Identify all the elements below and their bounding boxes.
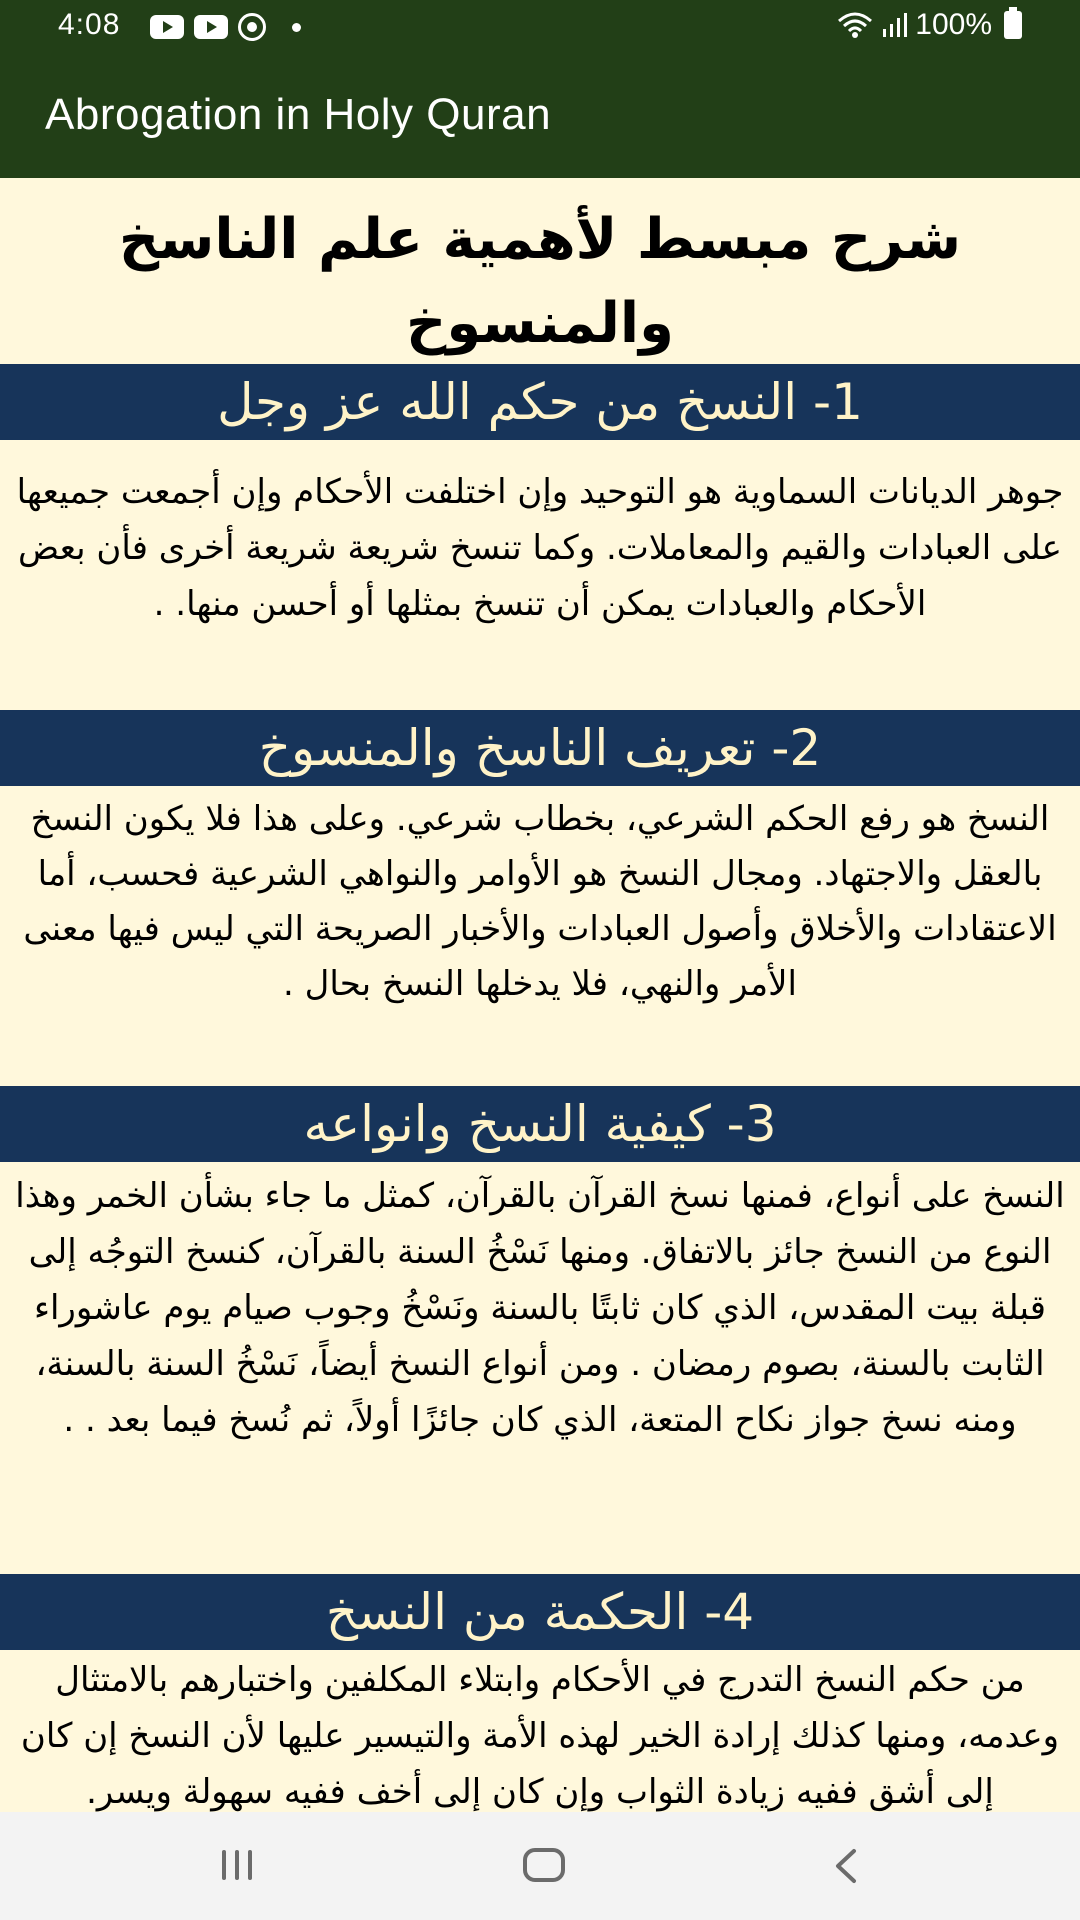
battery-percentage: 100% — [915, 8, 992, 41]
recents-icon-bar — [248, 1850, 252, 1880]
back-button[interactable] — [832, 1848, 862, 1888]
section-body-2: النسخ هو رفع الحكم الشرعي، بخطاب شرعي. وعلى هذا فلا يكون النسخ بالعقل والاجتهاد. ومجال النسخ هو الأوامر والنواهي الشرعية فحسب، أما الاعتقادات والأخلاق وأصول العبادات والأخبار الصريحة التي ليس فيها معنى الأمر والنهي، فلا يدخلها النسخ بحال . — [23, 799, 1057, 1004]
signal-icon — [881, 11, 907, 39]
wifi-icon — [837, 11, 873, 39]
home-button[interactable] — [523, 1848, 565, 1882]
section-heading-4: 4- الحكمة من النسخ — [0, 1574, 1080, 1650]
status-bar — [0, 0, 1080, 52]
youtube-icon — [194, 15, 228, 39]
camera-icon — [238, 13, 266, 41]
content-scroll-area[interactable] — [0, 178, 1080, 1812]
system-icons — [837, 8, 1022, 42]
recents-icon-bar — [222, 1850, 226, 1880]
notification-icons — [150, 13, 301, 41]
section-heading-2: 2- تعريف الناسخ والمنسوخ — [0, 710, 1080, 786]
section-heading-1: 1- النسخ من حكم الله عز وجل — [0, 364, 1080, 440]
navigation-bar — [0, 1812, 1080, 1920]
youtube-icon — [150, 15, 184, 39]
page-title: شرح مبسط لأهمية علم الناسخ والمنسوخ — [118, 207, 962, 356]
back-chevron-icon — [832, 1848, 862, 1884]
dot-icon — [292, 23, 301, 32]
section-body-1: جوهر الديانات السماوية هو التوحيد وإن اختلفت الأحكام وإن أجمعت جميعها على العبادات والقيم والمعاملات. وكما تنسخ شريعة شريعة أخرى فأن بعض الأحكام والعبادات يمكن أن تنسخ بمثلها أو أحسن منها. . — [16, 472, 1064, 624]
recents-button[interactable] — [222, 1850, 252, 1880]
section-heading-3: 3- كيفية النسخ وانواعه — [0, 1086, 1080, 1162]
recents-icon-bar — [235, 1850, 239, 1880]
app-title: Abrogation in Holy Quran — [45, 90, 552, 139]
status-time: 4:08 — [58, 8, 121, 41]
section-body-4: من حكم النسخ التدرج في الأحكام وابتلاء المكلفين واختبارهم بالامتثال وعدمه، ومنها كذلك إرادة الخير لهذه الأمة والتيسير عليها لأن النسخ إن كان إلى أشق ففيه زيادة الثواب وإن كان إلى أخف ففيه سهولة ويسر. — [20, 1660, 1060, 1812]
battery-icon — [1004, 11, 1022, 39]
app-bar — [0, 52, 1080, 178]
section-body-3: النسخ على أنواع، فمنها نسخ القرآن بالقرآن، كمثل ما جاء بشأن الخمر وهذا النوع من النسخ جائز بالاتفاق. ومنها نَسْخُ السنة بالقرآن، كنسخ التوجُه إلى قبلة بيت المقدس، الذي كان ثابتًا بالسنة ونَسْخُ وجوب صيام يوم عاشوراء الثابت بالسنة، بصوم رمضان . ومن أنواع النسخ أيضاً، نَسْخُ السنة بالسنة، ومنه نسخ جواز نكاح المتعة، الذي كان جائزًا أولاً، ثم نُسخ فيما بعد . . — [15, 1176, 1065, 1440]
